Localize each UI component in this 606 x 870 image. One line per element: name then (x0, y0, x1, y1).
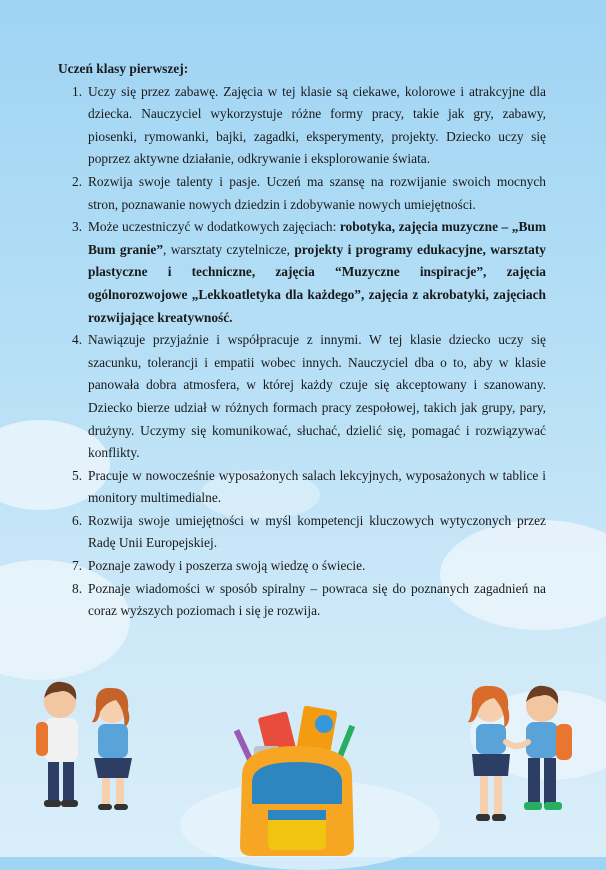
children-left-illustration (28, 672, 148, 832)
list-item (58, 329, 546, 465)
list-item (58, 216, 546, 329)
item-text: Pracuje w nowocześnie wyposażonych salach lekcyjnych, wyposażonych w tablice i monitory multimedialne. (88, 467, 546, 506)
bold-text: projekty i programy edukacyjne, warsztaty plastyczne i techniczne, zajęcia “Muzyczne inspiracje”, zajęcia ogólnorozwojowe „Lekkoatletyka dla każdego”, zajęcia z akrobatyki, zajęciach rozwijające kreatywność. (88, 241, 546, 325)
item-text: Rozwija swoje talenty i pasje. Uczeń ma szansę na rozwijanie swoich mocnych stron, poznawanie nowych dziedzin i zdobywanie nowych umiejętności. (88, 173, 546, 212)
list-number: 4. (72, 332, 83, 348)
item-text: Poznaje wiadomości w sposób spiralny – powraca się do poznanych zagadnień na coraz wyższych poziomach i się je rozwija. (88, 580, 546, 619)
item-text: , warsztaty czytelnicze, (163, 241, 295, 257)
list-number: 6. (72, 512, 83, 528)
item-text: Nawiązuje przyjaźnie i współpracuje z innymi. W tej klasie dziecko uczy się szacunku, tolerancji i empatii wobec innych. Nauczyciel dba o to, aby w klasie panowała dobra atmosfera, w której każdy czuje się akceptowany i szanowany. Dziecko bierze udział w różnych formach pracy zespołowej, takich jak grupy, pary, drużyny. Uczymy się komunikować, słuchać, dzielić się, pomagać i rozwiązywać konflikty. (88, 332, 546, 461)
list-item (58, 465, 546, 510)
list-number: 5. (72, 467, 83, 483)
list-number: 8. (72, 580, 83, 596)
document-body (58, 58, 546, 623)
item-text: Rozwija swoje umiejętności w myśl kompetencji kluczowych wytyczonych przez Radę Unii Europejskiej. (88, 512, 546, 551)
item-text: Poznaje zawody i poszerza swoją wiedzę o świecie. (88, 558, 366, 574)
backpack-illustration (222, 706, 372, 856)
list-item (58, 171, 546, 216)
children-right-illustration (452, 672, 582, 842)
list-item (58, 510, 546, 555)
list-item (58, 578, 546, 623)
bold-text: robotyka, zajęcia muzyczne – „Bum Bum granie” (88, 219, 546, 257)
list-number: 3. (72, 219, 83, 235)
list-item (58, 555, 546, 578)
list-number: 7. (72, 558, 83, 574)
list-item (58, 81, 546, 171)
list-number: 2. (72, 173, 83, 189)
list-number: 1. (72, 83, 83, 99)
feature-list (58, 81, 546, 623)
item-text: Może uczestniczyć w dodatkowych zajęciach: (88, 219, 340, 235)
page-heading: Uczeń klasy pierwszej: (58, 61, 189, 76)
item-text: Uczy się przez zabawę. Zajęcia w tej klasie są ciekawe, kolorowe i atrakcyjne dla dziecka. Nauczyciel wykorzystuje różne formy pracy, takie jak gry, zabawy, piosenki, rymowanki, bajki, zagadki, eksperymenty, projekty. Dziecko uczy się poprzez aktywne działanie, odkrywanie i eksplorowanie świata. (88, 83, 546, 167)
